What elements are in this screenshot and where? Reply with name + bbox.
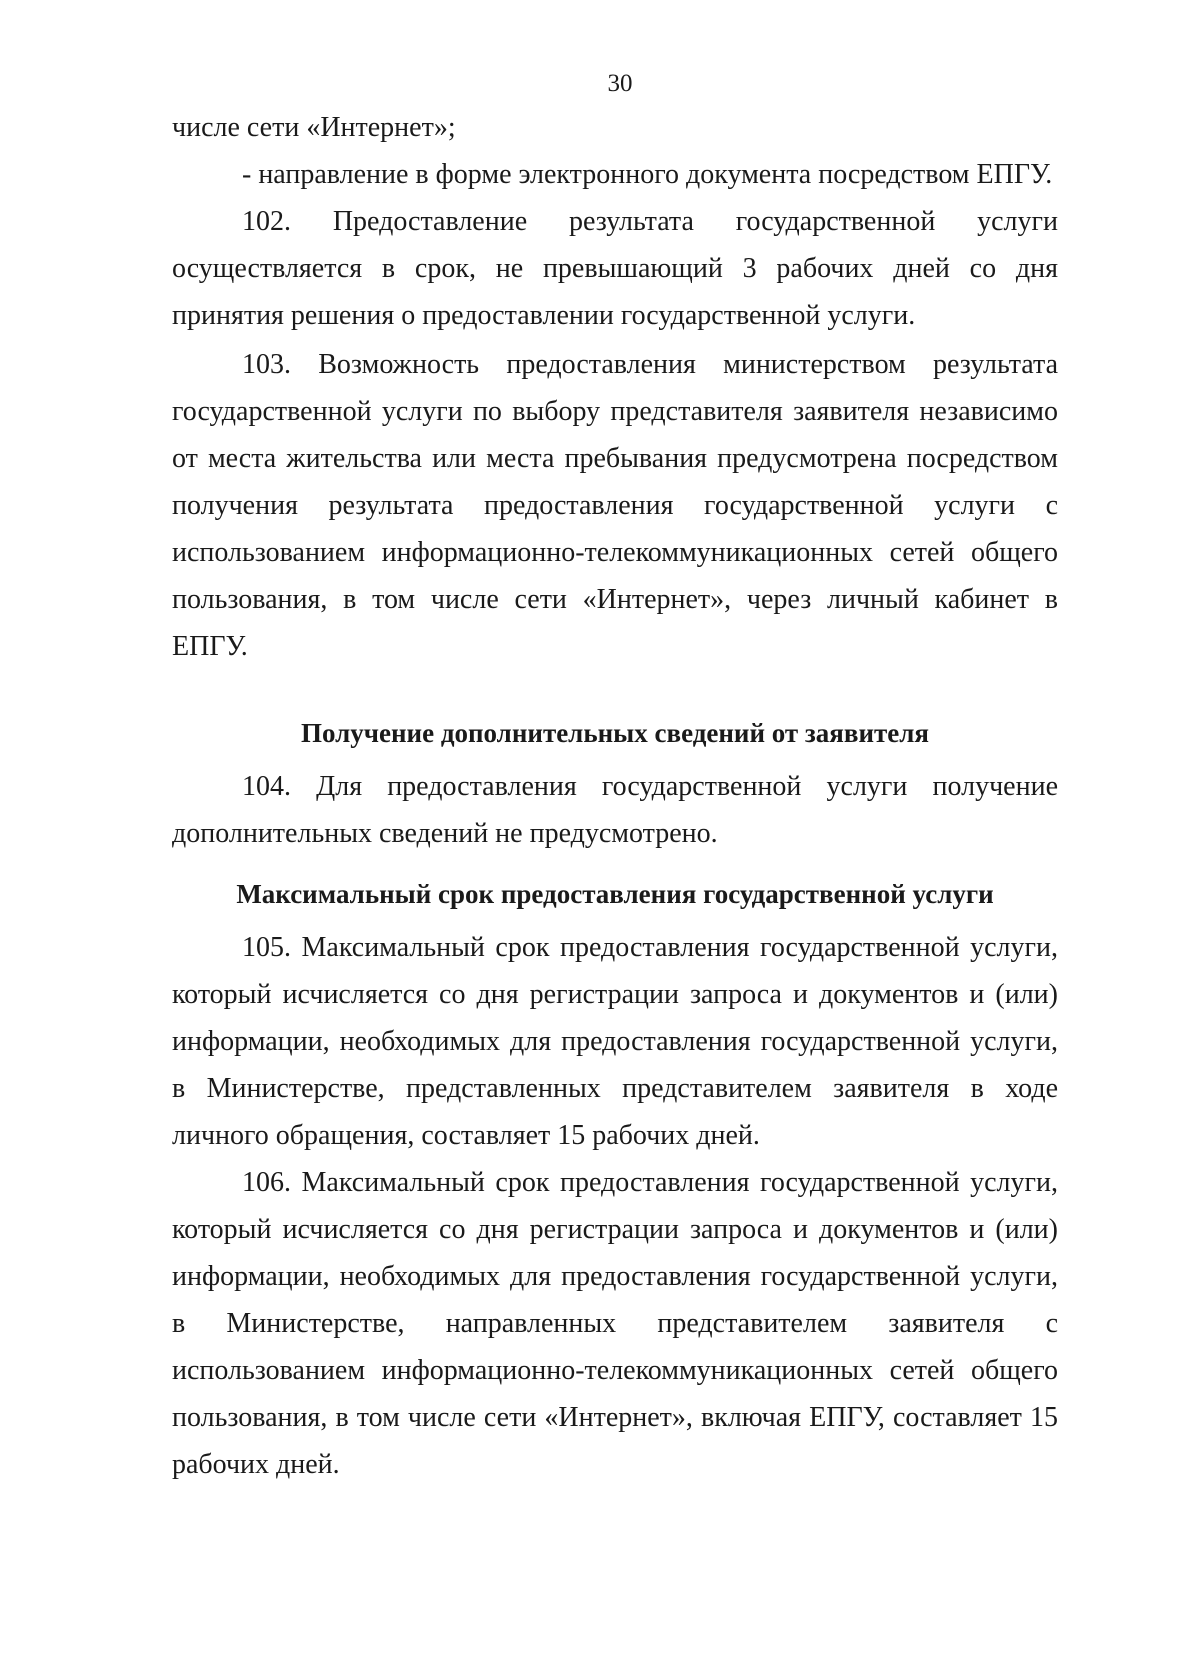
paragraph-103: 103. Возможность предоставления министерством результата государственной услуги по выбору представителя заявителя независимо от места жительства или места пребывания предусмотрена посредством получения результата предоставления государственной услуги с использованием информационно-телекоммуникационных сетей общего пользования, в том числе сети «Интернет», через личный кабинет в ЕПГУ. bbox=[172, 349, 1058, 662]
paragraph-104: 104. Для предоставления государственной услуги получение дополнительных сведений не предусмотрено. bbox=[172, 771, 1058, 849]
bullet-electronic-document: - направление в форме электронного документа посредством ЕПГУ. bbox=[242, 159, 1053, 190]
document-body bbox=[172, 104, 1058, 1488]
continuation-text: числе сети «Интернет»; bbox=[172, 112, 456, 143]
page-number: 30 bbox=[607, 70, 633, 97]
paragraph-105: 105. Максимальный срок предоставления государственной услуги, который исчисляется со дня регистрации запроса и документов и (или) информации, необходимых для предоставления государственной услуги, в Министерстве, представленных представителем заявителя в ходе личного обращения, составляет 15 рабочих дней. bbox=[172, 932, 1058, 1151]
section-heading-additional-info: Получение дополнительных сведений от заявителя bbox=[300, 718, 930, 748]
paragraph-106: 106. Максимальный срок предоставления государственной услуги, который исчисляется со дня регистрации запроса и документов и (или) информации, необходимых для предоставления государственной услуги, в Министерстве, направленных представителем заявителя с использованием информационно-телекоммуникационных сетей общего пользования, в том числе сети «Интернет», включая ЕПГУ, составляет 15 рабочих дней. bbox=[172, 1167, 1058, 1480]
paragraph-102: 102. Предоставление результата государственной услуги осуществляется в срок, не превышающий 3 рабочих дней со дня принятия решения о предоставлении государственной услуги. bbox=[172, 206, 1058, 331]
section-heading-max-term: Максимальный срок предоставления государственной услуги bbox=[236, 879, 994, 909]
